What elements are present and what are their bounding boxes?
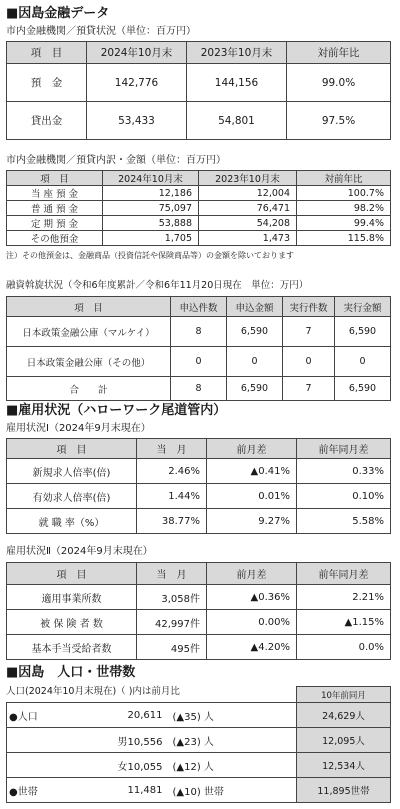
table-cell: 7 xyxy=(283,317,335,347)
loan-mediation-subtitle: 融資斡旋状況（令和6年度累計／令和6年11月20日現在 単位：万円） xyxy=(6,280,309,291)
population-row xyxy=(7,703,391,728)
table-cell: 6,590 xyxy=(335,317,391,347)
row-label: 日本政策金融公庫（その他） xyxy=(7,347,171,377)
population-section-title: ■因島 人口・世帯数 xyxy=(6,665,136,680)
column-header: 項 目 xyxy=(7,439,137,459)
table-cell: 0.00% xyxy=(207,610,297,635)
table-cell: 6,590 xyxy=(227,317,283,347)
table-row xyxy=(7,610,391,635)
table-row xyxy=(7,201,391,216)
table-cell: 0 xyxy=(335,347,391,377)
table-cell: 99.4% xyxy=(297,216,391,231)
deposit-breakdown-subtitle: 市内金融機関／預貸内訳・金額（単位：百万円） xyxy=(6,155,226,166)
row-label: ●人口 xyxy=(7,703,67,728)
table-cell: 0 xyxy=(227,347,283,377)
population-row xyxy=(7,728,391,753)
table-cell: 0.01% xyxy=(207,484,297,509)
row-label: 当 座 預 金 xyxy=(7,186,103,201)
table-cell: 54,208 xyxy=(199,216,297,231)
table-row xyxy=(7,186,391,201)
column-header: 対前年比 xyxy=(287,42,391,64)
population-diff: (▲23) 人 xyxy=(167,728,241,753)
column-header: 前年同月差 xyxy=(297,439,391,459)
deposit-loan-subtitle: 市内金融機関／預貸状況（単位：百万円） xyxy=(6,26,196,37)
row-label: その他預金 xyxy=(7,231,103,246)
employment-2-subtitle: 雇用状況Ⅱ（2024年9月末現在） xyxy=(6,546,153,557)
table-cell: 1,473 xyxy=(199,231,297,246)
column-header: 前月差 xyxy=(207,439,297,459)
table-cell: 54,801 xyxy=(187,102,287,140)
table-cell: 0.33% xyxy=(297,459,391,484)
row-label: 定 期 預 金 xyxy=(7,216,103,231)
table-cell: 76,471 xyxy=(199,201,297,216)
population-diff: (▲12) 人 xyxy=(167,753,241,778)
table-cell: 53,433 xyxy=(87,102,187,140)
table-cell: 0.10% xyxy=(297,484,391,509)
column-header: 当 月 xyxy=(137,439,207,459)
row-label: 新規求人倍率(倍) xyxy=(7,459,137,484)
row-label: 適用事業所数 xyxy=(7,585,137,610)
table-cell: 3,058件 xyxy=(137,585,207,610)
column-header: 項 目 xyxy=(7,171,103,186)
column-header: 項 目 xyxy=(7,563,137,585)
employment-1-subtitle: 雇用状況Ⅰ（2024年9月末現在） xyxy=(6,423,151,434)
employment-1-table xyxy=(6,438,391,534)
table-cell: 144,156 xyxy=(187,64,287,102)
table-cell: 100.7% xyxy=(297,186,391,201)
row-label: 合 計 xyxy=(7,377,171,401)
table-row xyxy=(7,459,391,484)
table-row xyxy=(7,347,391,377)
population-value: 男10,556 xyxy=(67,728,167,753)
prev-year-value: 12,534人 xyxy=(297,753,391,778)
column-header: 実行金額 xyxy=(335,297,391,317)
table-cell: ▲4.20% xyxy=(207,635,297,660)
column-header: 前年同月差 xyxy=(297,563,391,585)
population-table xyxy=(6,686,391,803)
column-header: 2024年10月末 xyxy=(103,171,199,186)
table-row xyxy=(7,585,391,610)
table-cell: 98.2% xyxy=(297,201,391,216)
table-cell: 8 xyxy=(171,377,227,401)
table-cell: 6,590 xyxy=(227,377,283,401)
prev-year-value: 24,629人 xyxy=(297,703,391,728)
deposit-breakdown-table xyxy=(6,170,391,246)
table-cell: 0 xyxy=(283,347,335,377)
table-cell: 53,888 xyxy=(103,216,199,231)
column-header: 2023年10月末 xyxy=(199,171,297,186)
table-cell: ▲0.41% xyxy=(207,459,297,484)
table-row xyxy=(7,102,391,140)
table-cell: 8 xyxy=(171,317,227,347)
table-cell: 42,997件 xyxy=(137,610,207,635)
prev-year-header: 10年前同月 xyxy=(297,687,391,703)
table-cell: 7 xyxy=(283,377,335,401)
table-row xyxy=(7,635,391,660)
table-row xyxy=(7,216,391,231)
table-cell: 38.77% xyxy=(137,509,207,534)
row-label xyxy=(7,728,67,753)
table-cell: 0.0% xyxy=(297,635,391,660)
row-label: 有効求人倍率(倍) xyxy=(7,484,137,509)
table-cell: ▲1.15% xyxy=(297,610,391,635)
column-header: 2024年10月末 xyxy=(87,42,187,64)
row-label: 貸出金 xyxy=(7,102,87,140)
population-value: 女10,055 xyxy=(67,753,167,778)
table-cell: 97.5% xyxy=(287,102,391,140)
column-header: 実行件数 xyxy=(283,297,335,317)
population-row xyxy=(7,753,391,778)
deposit-loan-table xyxy=(6,41,391,140)
row-label: 普 通 預 金 xyxy=(7,201,103,216)
table-cell: 1.44% xyxy=(137,484,207,509)
prev-year-value: 11,895世帯 xyxy=(297,778,391,803)
column-header: 当 月 xyxy=(137,563,207,585)
table-row xyxy=(7,317,391,347)
table-cell: 2.21% xyxy=(297,585,391,610)
table-cell: 1,705 xyxy=(103,231,199,246)
population-value: 11,481 xyxy=(67,778,167,803)
population-subtitle: 人口(2024年10月末現在)（ )内は前月比 xyxy=(6,686,180,697)
finance-section-title: ■因島金融データ xyxy=(6,6,110,21)
column-header: 2023年10月末 xyxy=(187,42,287,64)
table-cell: 142,776 xyxy=(87,64,187,102)
row-label: ●世帯 xyxy=(7,778,67,803)
table-cell: 5.58% xyxy=(297,509,391,534)
table-cell: 99.0% xyxy=(287,64,391,102)
table-cell: 12,004 xyxy=(199,186,297,201)
table-row xyxy=(7,377,391,401)
prev-year-value: 12,095人 xyxy=(297,728,391,753)
table-cell: 6,590 xyxy=(335,377,391,401)
deposit-note: 注）その他預金は、金融商品（投資信託や保険商品等）の金額を除いております xyxy=(6,251,294,260)
row-label: 日本政策金融公庫（マルケイ） xyxy=(7,317,171,347)
column-header: 項 目 xyxy=(7,297,171,317)
population-row xyxy=(7,778,391,803)
employment-2-table xyxy=(6,562,391,660)
table-cell: 75,097 xyxy=(103,201,199,216)
table-row xyxy=(7,64,391,102)
table-cell: 495件 xyxy=(137,635,207,660)
row-label xyxy=(7,753,67,778)
table-row xyxy=(7,509,391,534)
employment-section-title: ■雇用状況（ハローワーク尾道管内） xyxy=(6,403,227,418)
row-label: 就 職 率（%） xyxy=(7,509,137,534)
table-cell: 12,186 xyxy=(103,186,199,201)
table-cell: 9.27% xyxy=(207,509,297,534)
row-label: 被 保 険 者 数 xyxy=(7,610,137,635)
table-row xyxy=(7,484,391,509)
population-value: 20,611 xyxy=(67,703,167,728)
column-header: 項 目 xyxy=(7,42,87,64)
table-cell: ▲0.36% xyxy=(207,585,297,610)
table-cell: 0 xyxy=(171,347,227,377)
column-header: 申込金額 xyxy=(227,297,283,317)
column-header: 対前年比 xyxy=(297,171,391,186)
table-cell: 2.46% xyxy=(137,459,207,484)
population-diff: (▲10) 世帯 xyxy=(167,778,241,803)
table-cell: 115.8% xyxy=(297,231,391,246)
population-diff: (▲35) 人 xyxy=(167,703,241,728)
column-header: 前月差 xyxy=(207,563,297,585)
table-row xyxy=(7,231,391,246)
column-header: 申込件数 xyxy=(171,297,227,317)
loan-mediation-table xyxy=(6,296,391,401)
row-label: 預 金 xyxy=(7,64,87,102)
row-label: 基本手当受給者数 xyxy=(7,635,137,660)
